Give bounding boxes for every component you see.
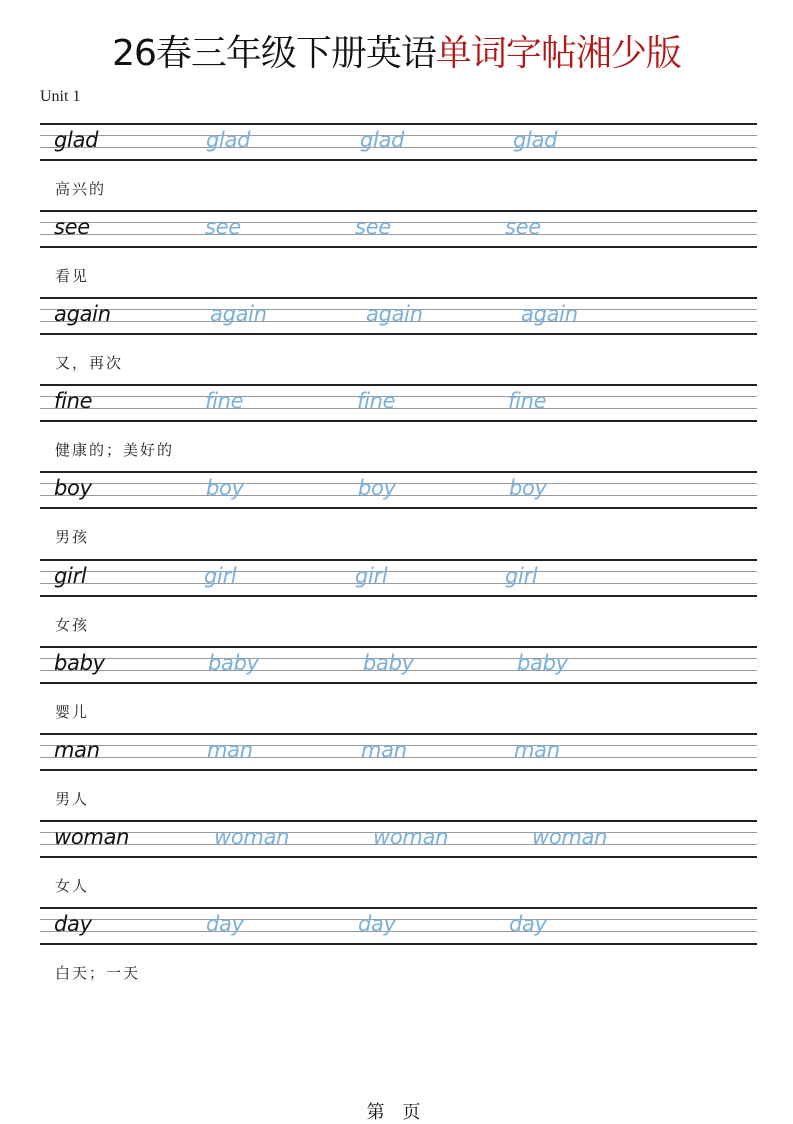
trace-word: again: [521, 302, 578, 326]
trace-word: again: [366, 302, 423, 326]
guide-line-bot: [40, 682, 757, 684]
trace-word: woman: [214, 825, 290, 849]
writing-row: [40, 559, 757, 595]
trace-word: fine: [205, 389, 244, 413]
word-meaning: 男孩: [55, 528, 90, 546]
guide-line-top: [40, 820, 757, 822]
trace-word: day: [206, 912, 244, 936]
guide-line-bot: [40, 420, 757, 422]
model-word: see: [54, 215, 90, 239]
guide-line-g1: [40, 919, 757, 920]
guide-line-top: [40, 559, 757, 561]
trace-word: man: [514, 738, 560, 762]
page-footer: 第 页: [366, 1102, 427, 1123]
trace-word: girl: [505, 564, 538, 588]
word-meaning: 又，再次: [55, 354, 124, 372]
trace-word: boy: [509, 476, 547, 500]
title-black-part: 26春三年级下册英语: [112, 33, 436, 74]
model-word: again: [54, 302, 111, 326]
word-meaning: 看见: [55, 267, 90, 285]
trace-word: woman: [373, 825, 449, 849]
guide-line-g2: [40, 931, 757, 932]
guide-line-top: [40, 123, 757, 125]
guide-line-g1: [40, 396, 757, 397]
word-meaning: 白天；一天: [55, 964, 141, 982]
guide-line-bot: [40, 159, 757, 161]
guide-line-bot: [40, 246, 757, 248]
guide-line-bot: [40, 856, 757, 858]
guide-line-top: [40, 471, 757, 473]
trace-word: girl: [204, 564, 237, 588]
trace-word: again: [210, 302, 267, 326]
trace-word: woman: [532, 825, 608, 849]
guide-line-top: [40, 297, 757, 299]
model-word: man: [54, 738, 100, 762]
trace-word: fine: [508, 389, 547, 413]
guide-line-top: [40, 733, 757, 735]
trace-word: see: [355, 215, 391, 239]
word-meaning: 女人: [55, 877, 90, 895]
trace-word: glad: [513, 128, 558, 152]
word-meaning: 男人: [55, 790, 90, 808]
guide-line-bot: [40, 769, 757, 771]
word-meaning: 婴儿: [55, 703, 90, 721]
trace-word: boy: [206, 476, 244, 500]
writing-row: [40, 123, 757, 159]
guide-line-g2: [40, 495, 757, 496]
guide-line-g2: [40, 234, 757, 235]
guide-line-g1: [40, 222, 757, 223]
trace-word: baby: [517, 651, 568, 675]
trace-word: man: [361, 738, 407, 762]
writing-row: [40, 646, 757, 682]
trace-word: girl: [355, 564, 388, 588]
trace-word: glad: [206, 128, 251, 152]
guide-line-g2: [40, 583, 757, 584]
writing-row: [40, 210, 757, 246]
writing-row: [40, 384, 757, 420]
writing-row: [40, 297, 757, 333]
trace-word: boy: [358, 476, 396, 500]
writing-row: [40, 907, 757, 943]
trace-word: day: [509, 912, 547, 936]
trace-word: fine: [357, 389, 396, 413]
trace-word: baby: [363, 651, 414, 675]
writing-row: [40, 820, 757, 856]
page-title: [0, 30, 793, 78]
guide-line-top: [40, 907, 757, 909]
word-meaning: 健康的；美好的: [55, 441, 175, 459]
model-word: glad: [54, 128, 99, 152]
word-meaning: 女孩: [55, 616, 90, 634]
model-word: girl: [54, 564, 87, 588]
trace-word: day: [358, 912, 396, 936]
guide-line-g2: [40, 408, 757, 409]
guide-line-g1: [40, 483, 757, 484]
writing-row: [40, 733, 757, 769]
writing-row: [40, 471, 757, 507]
trace-word: see: [205, 215, 241, 239]
model-word: day: [54, 912, 92, 936]
trace-word: baby: [208, 651, 259, 675]
model-word: boy: [54, 476, 92, 500]
unit-label: Unit 1: [40, 88, 81, 105]
guide-line-bot: [40, 507, 757, 509]
trace-word: glad: [360, 128, 405, 152]
model-word: woman: [54, 825, 130, 849]
trace-word: see: [505, 215, 541, 239]
guide-line-bot: [40, 333, 757, 335]
guide-line-top: [40, 210, 757, 212]
guide-line-top: [40, 384, 757, 386]
word-meaning: 高兴的: [55, 180, 107, 198]
guide-line-g1: [40, 571, 757, 572]
model-word: baby: [54, 651, 105, 675]
guide-line-bot: [40, 595, 757, 597]
guide-line-bot: [40, 943, 757, 945]
title-red-part: 单词字帖湘少版: [435, 33, 681, 74]
trace-word: man: [207, 738, 253, 762]
model-word: fine: [54, 389, 93, 413]
guide-line-top: [40, 646, 757, 648]
